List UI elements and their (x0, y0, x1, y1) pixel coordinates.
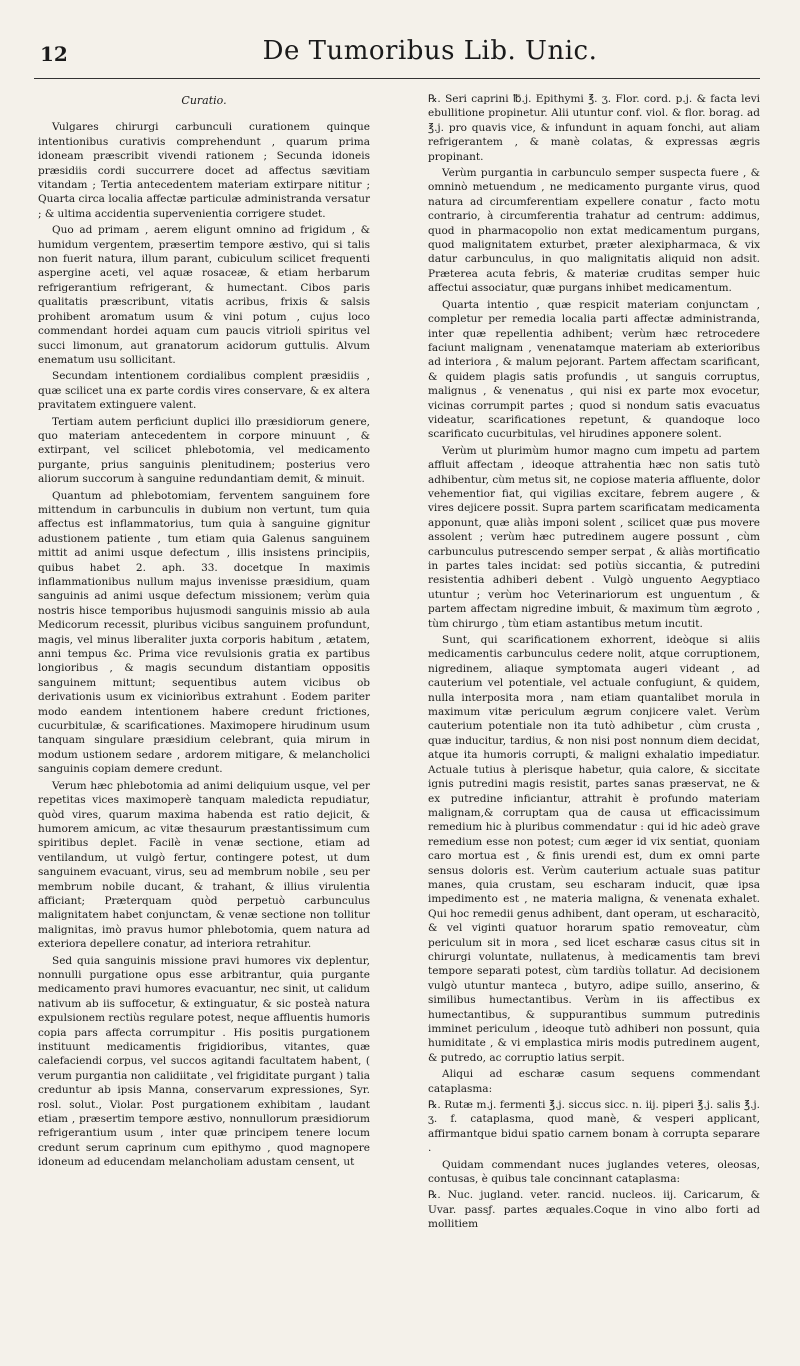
page-header (0, 36, 800, 70)
paragraph: Verùm purgantia in carbunculo semper suspecta fuere , & omninò metuendum , ne medicamento purgante virus, quod natura ad circumferentiam expellere conatur , facto motu contrario, à circumferentia trahatur ad centrum: addimus, quod in pharmacopolio non extat medicamentum purgans, quod malignitatem exturbet, præter alexipharmaca, & vix datur carbunculus, in quo malignitatis aliquid non adsit. Præterea acuta febris, & materiæ cruditas semper huic affectui associatur, quæ purgans inhibet medicamentum. (428, 167, 760, 295)
recipe-paragraph: ℞. Nuc. jugland. veter. rancid. nucleos. iij. Caricarum, & Uvar. passƒ. partes æquales.Coque in vino albo forti ad mollitiem (428, 1189, 760, 1231)
paragraph: Verùm ut plurimùm humor magno cum impetu ad partem affluit affectam , ideoque attrahentia hæc non satis tutò adhibentur, cùm metus sit, ne copiose materia affluente, dolor vehementior fiat, qui vigilias excitare, febrem augere , & vires dejicere possit. Supra partem scarificatam medicamenta apponunt, quæ aliàs imponi solent , scilicet quæ pus movere assolent ; verùm hæc putredinem augere possunt , cùm carbunculus putrescendo semper serpat , & aliàs mortificatio in partes tales incidat: sed potiùs siccantia, & putredini resistentia adhiberi debent . Vulgò unguento Aegyptiaco utuntur ; verùm hoc Veterinariorum est unguentum , & partem affectam nigredine imbuit, & maximum tùm ægroto , tùm chirurgo , tùm etiam astantibus metum incutit. (428, 444, 760, 630)
header-rule (34, 78, 760, 79)
page-number: 12 (40, 42, 68, 66)
recipe-paragraph: ℞. Rutæ m.j. fermenti ℥.j. siccus sicc. n. iij. piperi ℥.j. salis ℥.j. ʒ. f. cataplasma, quod manè, & vesperi applicant, affirmantque bidui spatio carnem bonam à corrupta separare . (428, 1099, 760, 1155)
right-column (428, 92, 760, 1234)
paragraph: Tertiam autem perficiunt duplici illo præsidiorum genere, quo materiam antecedentem in corpore minuunt , & extirpant, vel scilicet phlebotomia, vel medicamento purgante, prius sanguinis plenitudinem; posterius vero aliorum succorum à sanguine redundantiam demit, & minuit. (38, 415, 370, 486)
paragraph: Sed quia sanguinis missione pravi humores vix deplentur, nonnulli purgatione opus esse arbitrantur, quia purgante medicamento pravi humores evacuantur, nec sinit, ut calidum nativum ab iis suffocetur, & extinguatur, & sic posteà natura expulsionem rectiùs regulare potest, neque affluentis humoris copia pars affecta corrumpitur . His positis purgationem instituunt medicamentis frigidioribus, vitantes, quæ calefaciendi corpus, vel succos agitandi facultatem habent, ( verum purgantia non calidiitate , vel frigiditate purgant ) talia creduntur ab ipsis Manna, conservarum expressiones, Syr. rosl. solut., Violar. Post purgationem exhibitam , laudant etiam , præsertim tempore æstivo, nonnullorum præsidiorum refrigerantium usum , inter quæ principem tenere locum credunt serum caprinum cum epithymo , quod magnopere idoneum ad educendam melancholiam adustam censent, ut (38, 954, 370, 1169)
paragraph: Quo ad primam , aerem eligunt omnino ad frigidum , & humidum vergentem, præsertim tempore æstivo, qui si talis non fuerit natura, illum parant, cubiculum scilicet frequenti aspergine aceti, vel aquæ rosaceæ, & etiam herbarum refrigerantium refrigerant, & humectant. Cibos paris qualitatis præscribunt, vitatis acribus, frixis & salsis prohibent aromatum usum & vini potum , cujus loco commendant hordei aquam cum paucis vitrioli spiritus vel succi limonum, aut granatorum acidorum guttulis. Alvum enematum usu sollicitant. (38, 224, 370, 366)
section-title: Curatio. (181, 94, 227, 107)
paragraph: Secundam intentionem cordialibus complent præsidiis , quæ scilicet una ex parte cordis vires conservare, & ex altera pravitatem extinguere valent. (38, 370, 370, 412)
paragraph: Quarta intentio , quæ respicit materiam conjunctam , completur per remedia localia parti affectæ administranda, inter quæ repellentia adhibent; verùm hæc retrocedere faciunt malignam , venenatamque materiam ab exterioribus ad interiora , & malum pejorant. Partem affectam scarificant, & quidem plagis satis profundis , ut sanguis corruptus, malignus , & venenatus , qui nisi ex parte mox evocetur, vicinas corrumpit partes ; quod si nondum satis evacuatus videatur, scarificationes repetunt, & quandoque loco scarificato cucurbitulas, vel hirudines apponere solent. (428, 298, 760, 441)
recipe-paragraph: ℞. Seri caprini ℔.j. Epithymi ℥. ʒ. Flor. cord. p.j. & facta levi ebullitione propinetur. Alii utuntur conf. viol. & flor. borag. ad ℥.j. pro quavis vice, & infundunt in aquam fonchi, aut aliam refrigerantem , & manè colatas, & expressas ægris propinant. (428, 93, 760, 163)
paragraph: Quidam commendant nuces juglandes veteres, oleosas, contusas, è quibus tale concinnant cataplasma: (428, 1158, 760, 1186)
paragraph: Sunt, qui scarificationem exhorrent, ideòque si aliis medicamentis carbunculus cedere nolit, atque corruptionem, nigredinem, aliaque symptomata augeri videant , ad cauterium vel potentiale, vel actuale confugiunt, & quidem, nulla interposita mora , nam etiam quantalibet morula in maximum vitæ periculum ægrum conjicere valet. Verùm cauterium potentiale non ita tutò adhibetur , cùm crusta , quæ inducitur, tardius, & non nisi post nonnum diem decidat, atque ita humoris corrupti, & maligni exhalatio impediatur. Actuale tutius à plerisque habetur, quia calore, & siccitate ignis putredini magis resistit, partes sanas præservat, ne & ex putredine inficiantur, attrahit è profundo materiam malignam,& corruptam qua de causa ut efficacissimum remedium hic à pluribus commendatur : qui id hic adeò grave remedium esse non potest; cum æger id vix sentiat, quoniam caro mortua est , & finis urendi est, dum ex omni parte sensus doloris est. Verùm cauterium actuale suas patitur manes, quia crustam, seu escharam inducit, quæ ipsa impedimento est , ne materia maligna, & venenata exhalet. Qui hoc remedii genus adhibent, dant operam, ut escharacitò, & vel viginti quatuor horarum spatio removeatur, cùm periculum sit in mora , sed licet escharæ casus citus sit in chirurgi voluntate, nullatenus, à medicamentis tam brevi tempore separati potest, cùm tardiùs tollatur. Ad decisionem vulgò utuntur manteca , butyro, adipe suillo, anserino, & similibus humectantibus. Verùm in iis affectibus ex humectantibus, & suppurantibus summum putredinis imminet periculum , ideoque tutò adhiberi non possunt, quia humiditate , & vi emplastica miris modis putredinem augent, & putredo, ac corruptio latius serpit. (428, 634, 760, 1064)
paragraph: Verum hæc phlebotomia ad animi deliquium usque, vel per repetitas vices maximoperè tanquam maledicta repudiatur, quòd vires, quarum maxima habenda est ratio dejicit, & humorem amicum, ac vitæ thesaurum præstantissimum cum spiritibus deplet. Facilè in venæ sectione, etiam ad ventilandum, ut vulgò fertur, contingere potest, ut dum sanguinem evacuant, virus, seu ad membrum nobile , seu per membrum nobile ducant, & trahant, & illius virulentia afficiant; Præterquam quòd perpetuò carbunculus malignitatem habet conjunctam, & venæ sectione non tollitur malignitas, imò pravus humor phlebotomia, quem natura ad exteriora depellere conatur, ad interiora retrahitur. (38, 779, 370, 951)
paragraph: Quantum ad phlebotomiam, ferventem sanguinem fore mittendum in carbunculis in dubium non vertunt, tum quia affectus est inflammatorius, tum quia à sanguine gignitur adustionem patiente , tum etiam quia Galenus sanguinem mittit ad animi usque defectum , illis insistens principiis, quibus habet 2. aph. 33. docetque In maximis inflammationibus nullum majus invenisse præsidium, quam sanguinis ad animi usque defectum missionem; verùm quia nostris hisce temporibus hujusmodi sanguinis missio ab aula Medicorum recessit, pluribus vicibus sanguinem profundunt, magis, vel minus liberaliter juxta corporis habitum , ætatem, anni tempus &c. Prima vice revulsionis gratia ex partibus longioribus , & magis secundum distantiam oppositis sanguinem mittunt; sequentibus autem vicibus ob derivationis usum ex viciniorìbus extrahunt . Eodem pariter modo eandem intentionem habere credunt frictiones, cucurbitulæ, & scarificationes. Maximopere hirudinum usum tanquam singulare præsidium celebrant, quia mirum in modum ustionem sedare , ardorem mitigare, & melancholici sanguinis copiam demere credunt. (38, 489, 370, 776)
paragraph: Aliqui ad escharæ casum sequens commendant cataplasma: (428, 1068, 760, 1095)
left-column (38, 92, 370, 1172)
paragraph: Vulgares chirurgi carbunculi curationem quinque intentionibus curativis comprehendunt , quarum prima idoneam præscribit vivendi rationem ; Secunda idoneis præsidiis cordi succurrere docet ad affectus sævitiam vitandam ; Tertia antecedentem materiam extirpare nititur ; Quarta circa localia affectæ particulæ administranda versatur ; & ultima accidentia supervenientia corrigere studet. (38, 121, 370, 220)
running-head: De Tumoribus Lib. Unic. (262, 36, 598, 66)
